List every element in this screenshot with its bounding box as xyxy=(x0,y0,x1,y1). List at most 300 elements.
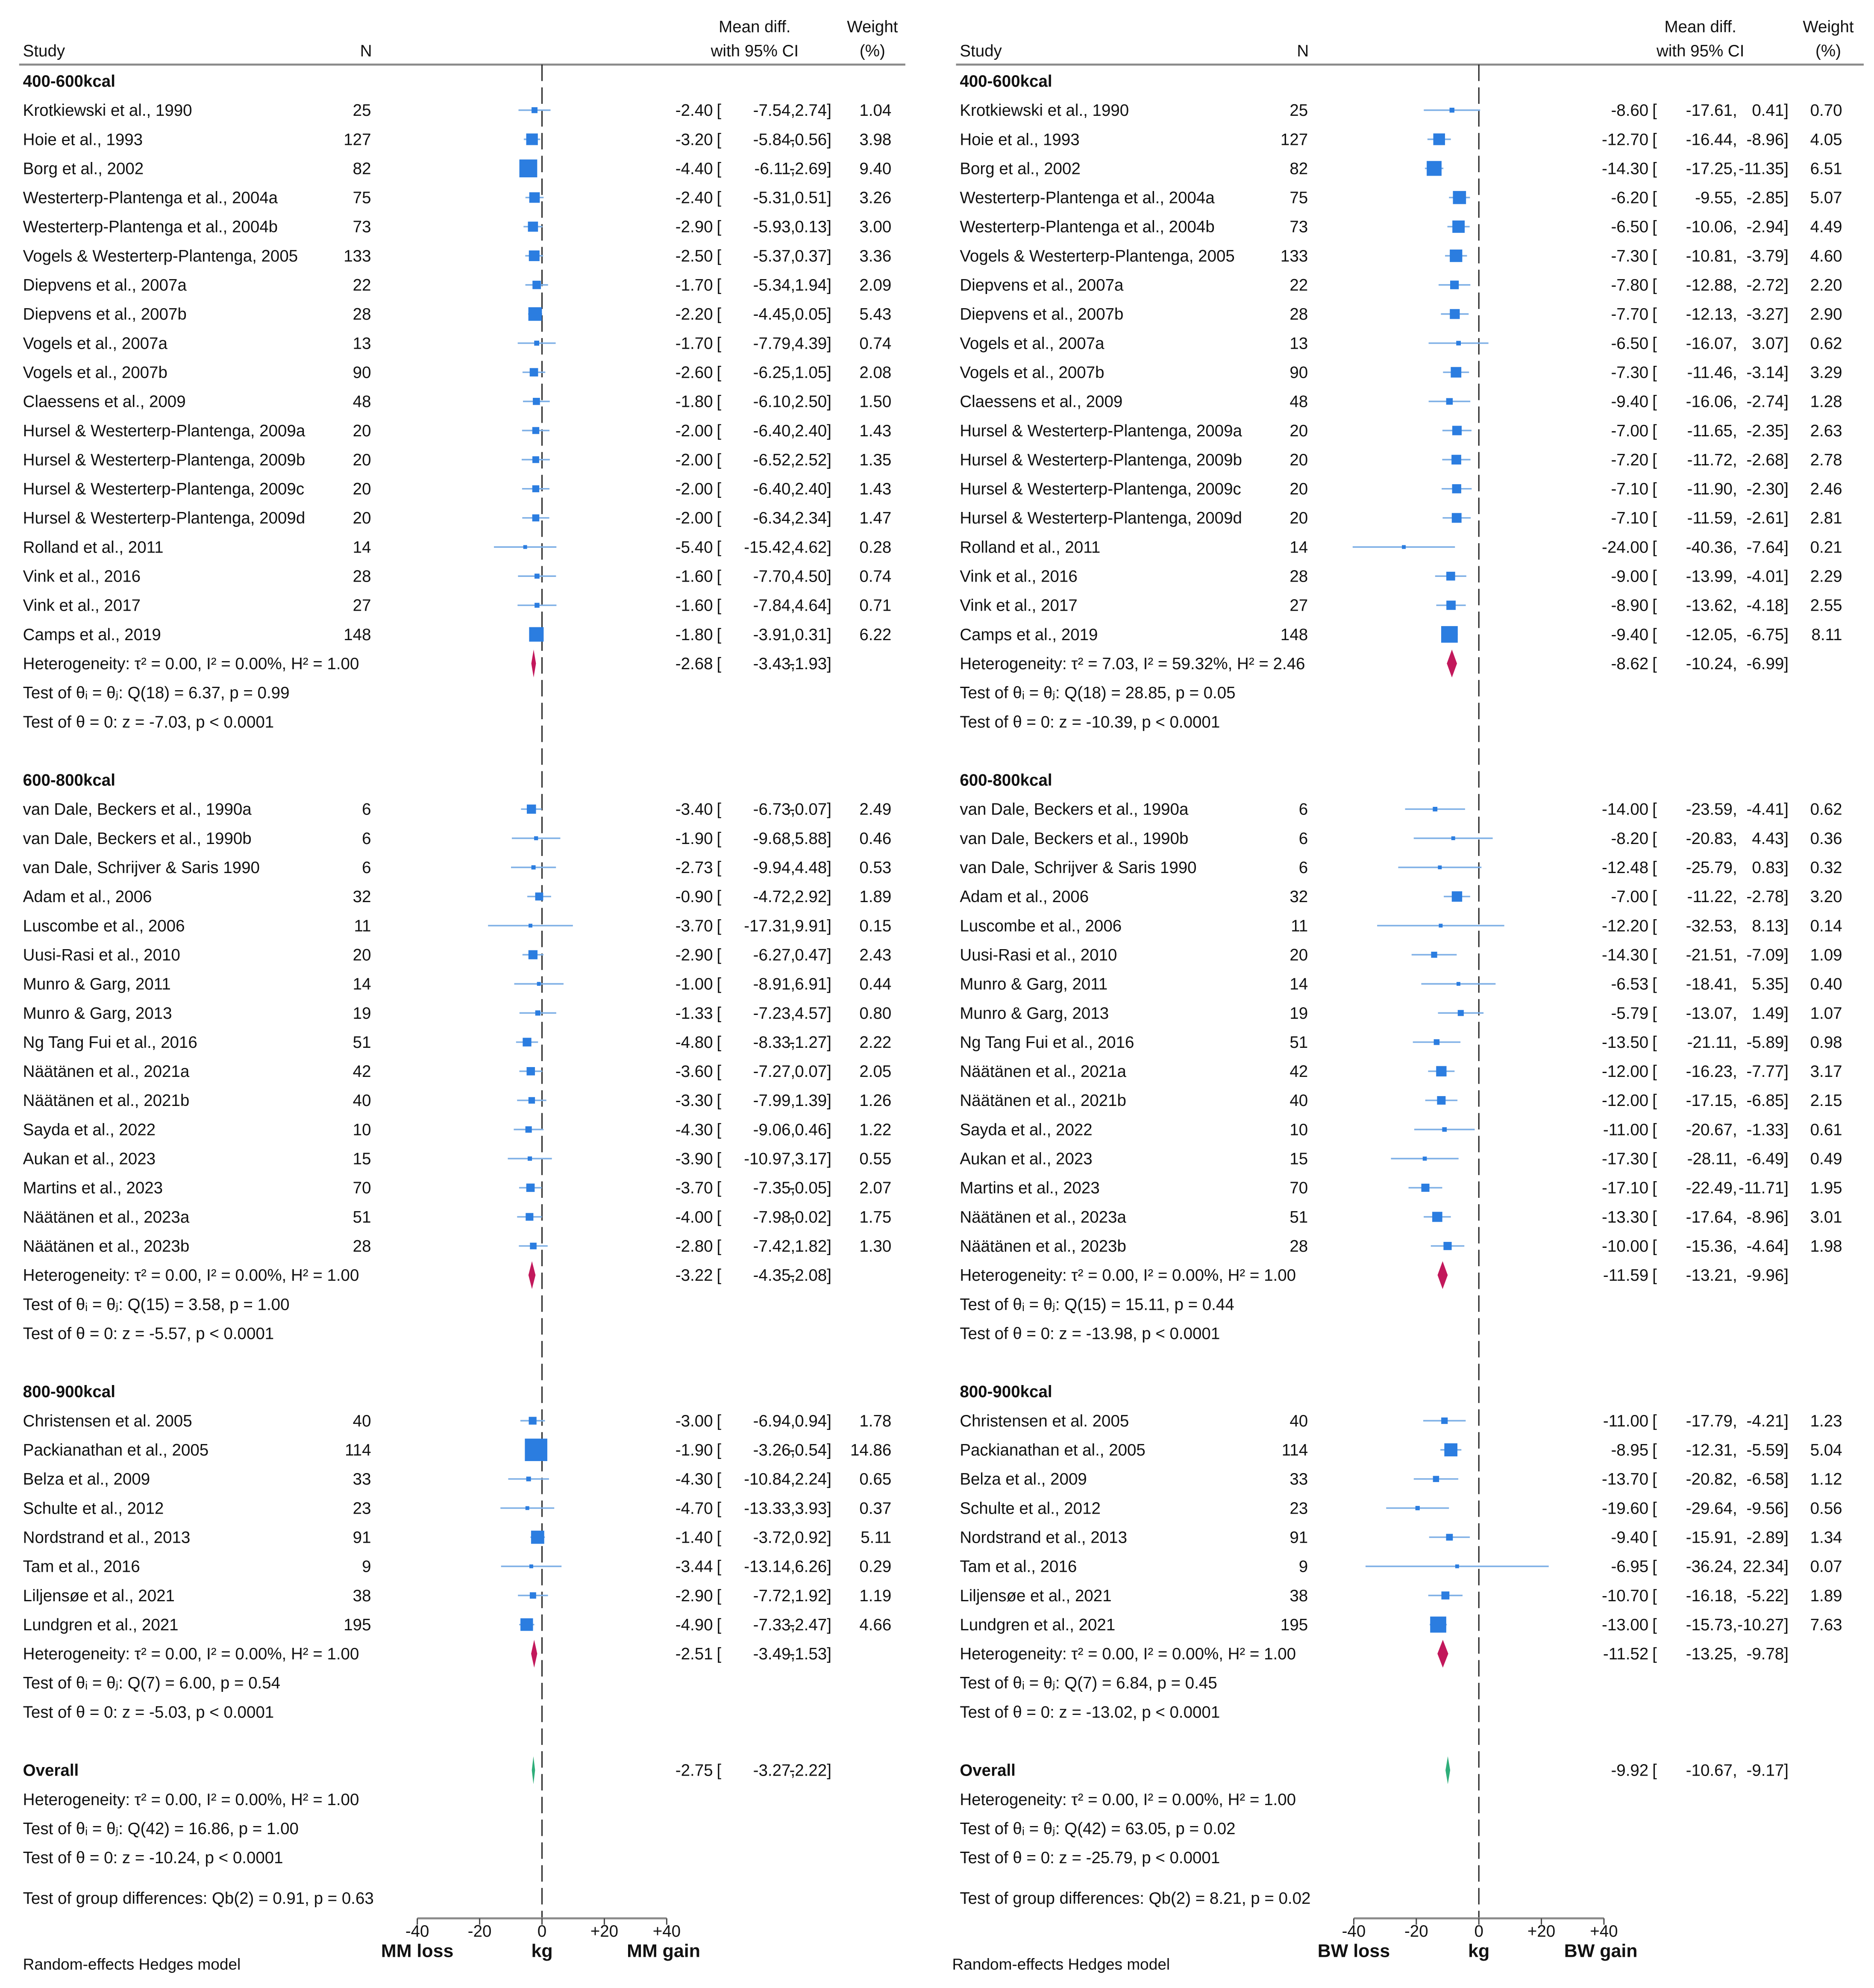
study-estimate: -1.33 xyxy=(675,1004,713,1023)
study-n: 90 xyxy=(352,363,371,382)
study-bracket: [ xyxy=(1652,1091,1657,1110)
study-n: 20 xyxy=(352,480,371,499)
study-name: Lundgren et al., 2021 xyxy=(23,1615,179,1634)
study-n: 40 xyxy=(1289,1412,1308,1430)
study-n: 32 xyxy=(1289,888,1308,906)
study-n: 33 xyxy=(352,1470,371,1489)
study-weight: 0.56 xyxy=(1810,1499,1842,1518)
study-ci-upper: 5.35 xyxy=(1752,975,1784,994)
study-n: 82 xyxy=(352,159,371,178)
study-name: Tam et al., 2016 xyxy=(960,1557,1077,1576)
study-n: 75 xyxy=(352,188,371,207)
study-bracket: [ xyxy=(717,1150,722,1168)
study-n: 40 xyxy=(352,1412,371,1430)
study-estimate: -12.70 xyxy=(1602,130,1649,149)
study-bracket: [ xyxy=(717,1412,722,1430)
study-marker xyxy=(1458,1010,1464,1016)
study-weight: 1.50 xyxy=(859,392,892,411)
study-name: Belza et al., 2009 xyxy=(23,1470,150,1489)
study-n: 13 xyxy=(352,334,371,353)
study-n: 6 xyxy=(1298,859,1308,877)
study-name: Hursel & Westerterp-Plantenga, 2009a xyxy=(960,421,1242,440)
study-name: Sayda et al., 2022 xyxy=(960,1120,1093,1139)
study-bracket: [ xyxy=(717,1441,722,1460)
study-marker xyxy=(1446,398,1453,405)
study-estimate: -2.90 xyxy=(675,218,713,236)
study-marker xyxy=(1457,982,1460,986)
study-name: van Dale, Beckers et al., 1990b xyxy=(23,829,252,848)
group-differences-test: Test of group differences: Qb(2) = 0.91, p = 0.63 xyxy=(23,1889,374,1908)
overall-pooled-estimate: -2.75 xyxy=(675,1761,713,1780)
study-n: 20 xyxy=(1289,421,1308,440)
study-bracket: [ xyxy=(1652,1441,1657,1460)
study-marker xyxy=(532,427,539,434)
study-bracket: ] xyxy=(1784,1150,1789,1168)
study-bracket: ] xyxy=(827,1208,831,1226)
study-estimate: -7.20 xyxy=(1611,450,1649,469)
study-ci-lower: -11.72, xyxy=(1687,450,1737,469)
study-ci-upper: 4.64 xyxy=(795,596,827,615)
study-estimate: -17.30 xyxy=(1602,1150,1649,1168)
study-ci-lower: -7.27, xyxy=(753,1062,796,1081)
study-name: Westerterp-Plantenga et al., 2004a xyxy=(23,188,278,207)
study-n: 40 xyxy=(352,1091,371,1110)
study-n: 33 xyxy=(1289,1470,1308,1489)
study-ci-upper: -2.94 xyxy=(1746,218,1784,236)
study-estimate: -5.40 xyxy=(675,538,713,557)
study-bracket: ] xyxy=(1784,247,1789,265)
study-bracket: ] xyxy=(827,305,831,324)
subgroup-pooled-ci-lower: -3.49, xyxy=(753,1645,796,1664)
study-n: 6 xyxy=(362,859,371,877)
study-estimate: -19.60 xyxy=(1602,1499,1649,1518)
subgroup-diamond xyxy=(1438,1261,1448,1289)
study-estimate: -3.90 xyxy=(675,1150,713,1168)
study-bracket: ] xyxy=(827,800,831,819)
study-ci-lower: -3.26, xyxy=(753,1441,796,1460)
study-estimate: -1.60 xyxy=(675,567,713,586)
study-bracket: [ xyxy=(1652,218,1657,236)
study-weight: 0.14 xyxy=(1810,917,1842,935)
study-ci-upper: -2.78 xyxy=(1746,888,1784,906)
effect-test: Test of θ = 0: z = -10.39, p < 0.0001 xyxy=(960,713,1220,732)
study-bracket: [ xyxy=(717,1499,722,1518)
study-marker xyxy=(1432,1212,1442,1222)
header-effect-ci: with 95% CI xyxy=(1657,41,1745,60)
study-name: Hursel & Westerterp-Plantenga, 2009c xyxy=(23,480,305,499)
study-bracket: [ xyxy=(1652,509,1657,528)
study-ci-upper: -0.56 xyxy=(789,130,827,149)
study-ci-lower: -7.33, xyxy=(753,1615,796,1634)
study-ci-upper: 0.07 xyxy=(795,1062,827,1081)
study-estimate: -1.80 xyxy=(675,625,713,644)
study-bracket: ] xyxy=(827,1004,831,1023)
study-n: 127 xyxy=(344,130,371,149)
subgroup-label: 400-600kcal xyxy=(23,72,115,91)
study-bracket: ] xyxy=(1784,625,1789,644)
study-ci-lower: -7.72, xyxy=(753,1586,796,1605)
study-ci-upper: 4.39 xyxy=(795,334,827,353)
study-weight: 2.46 xyxy=(1810,480,1842,499)
study-estimate: -2.90 xyxy=(675,946,713,965)
subgroup-pooled-ci-lower: -3.43, xyxy=(753,654,796,673)
study-estimate: -2.50 xyxy=(675,247,713,265)
study-ci-lower: -11.65, xyxy=(1687,421,1737,440)
study-estimate: -9.00 xyxy=(1611,567,1649,586)
study-weight: 1.35 xyxy=(859,450,892,469)
study-bracket: ] xyxy=(1784,101,1789,120)
study-n: 42 xyxy=(1289,1062,1308,1081)
study-ci-upper: -2.74 xyxy=(1746,392,1784,411)
study-weight: 1.09 xyxy=(1810,946,1842,965)
study-marker xyxy=(532,515,540,522)
study-estimate: -3.40 xyxy=(675,800,713,819)
study-ci-upper: -1.33 xyxy=(1746,1120,1784,1139)
overall-pooled-bracket: [ xyxy=(1652,1761,1657,1780)
axis-right-label: BW gain xyxy=(1564,1941,1638,1962)
study-weight: 1.89 xyxy=(1810,1586,1842,1605)
study-n: 32 xyxy=(352,888,371,906)
subgroup-pooled-bracket: ] xyxy=(1784,654,1789,673)
study-name: Krotkiewski et al., 1990 xyxy=(23,101,192,120)
study-ci-lower: -13.14, xyxy=(744,1557,796,1576)
study-ci-lower: -7.70, xyxy=(753,567,796,586)
subgroup-pooled-ci-upper: -1.93 xyxy=(789,654,827,673)
overall-diamond xyxy=(1445,1756,1450,1784)
study-bracket: [ xyxy=(1652,421,1657,440)
study-ci-upper: -2.69 xyxy=(789,159,827,178)
study-ci-lower: -13.07, xyxy=(1686,1004,1737,1023)
study-weight: 2.09 xyxy=(859,276,892,295)
study-name: Camps et al., 2019 xyxy=(960,625,1098,644)
study-bracket: [ xyxy=(1652,305,1657,324)
study-weight: 5.11 xyxy=(861,1528,892,1547)
study-estimate: -4.40 xyxy=(675,159,713,178)
study-n: 133 xyxy=(1280,247,1308,265)
header-n: N xyxy=(1297,41,1309,60)
study-weight: 9.40 xyxy=(859,159,892,178)
study-marker xyxy=(535,1010,540,1015)
study-bracket: ] xyxy=(1784,334,1789,353)
overall-pooled-bracket: ] xyxy=(827,1761,831,1780)
study-ci-upper: 0.37 xyxy=(795,247,827,265)
study-marker xyxy=(532,107,538,113)
study-bracket: ] xyxy=(827,1179,831,1197)
subgroup-pooled-estimate: -2.51 xyxy=(675,1645,713,1664)
study-ci-lower: -16.07, xyxy=(1686,334,1737,353)
study-bracket: [ xyxy=(717,1557,722,1576)
study-ci-lower: -8.33, xyxy=(753,1033,796,1052)
study-weight: 2.55 xyxy=(1810,596,1842,615)
study-n: 6 xyxy=(362,829,371,848)
study-name: Munro & Garg, 2013 xyxy=(960,1004,1109,1023)
study-bracket: [ xyxy=(717,1120,722,1139)
study-ci-upper: 2.40 xyxy=(795,480,827,499)
study-bracket: [ xyxy=(717,247,722,265)
study-name: Hursel & Westerterp-Plantenga, 2009d xyxy=(960,509,1242,528)
study-name: Liljensøe et al., 2021 xyxy=(960,1586,1112,1605)
study-bracket: [ xyxy=(1652,829,1657,848)
study-bracket: ] xyxy=(827,450,831,469)
study-name: Uusi-Rasi et al., 2010 xyxy=(23,946,180,965)
study-bracket: [ xyxy=(717,1091,722,1110)
subgroup-pooled-bracket: [ xyxy=(717,1645,722,1664)
study-name: Borg et al., 2002 xyxy=(960,159,1081,178)
study-marker xyxy=(537,982,541,986)
study-name: Lundgren et al., 2021 xyxy=(960,1615,1116,1634)
study-name: Näätänen et al., 2021b xyxy=(960,1091,1126,1110)
study-weight: 0.62 xyxy=(1810,334,1842,353)
study-name: Hursel & Westerterp-Plantenga, 2009a xyxy=(23,421,305,440)
study-estimate: -13.30 xyxy=(1602,1208,1649,1226)
study-name: Näätänen et al., 2023b xyxy=(23,1237,190,1256)
study-n: 27 xyxy=(352,596,371,615)
study-ci-upper: -6.49 xyxy=(1746,1150,1784,1168)
study-n: 51 xyxy=(1289,1208,1308,1226)
study-marker xyxy=(534,341,539,346)
subgroup-pooled-ci-upper: -9.96 xyxy=(1746,1266,1784,1285)
study-ci-upper: 1.94 xyxy=(795,276,827,295)
study-weight: 0.70 xyxy=(1810,101,1842,120)
study-bracket: [ xyxy=(1652,1150,1657,1168)
study-weight: 0.37 xyxy=(859,1499,892,1518)
study-marker xyxy=(1444,1443,1457,1456)
study-ci-upper: -10.27 xyxy=(1737,1615,1784,1634)
study-name: Packianathan et al., 2005 xyxy=(23,1441,209,1460)
study-n: 19 xyxy=(1289,1004,1308,1023)
study-bracket: [ xyxy=(1652,392,1657,411)
study-weight: 0.21 xyxy=(1810,538,1842,557)
overall-pooled-bracket: [ xyxy=(717,1761,722,1780)
study-bracket: ] xyxy=(1784,567,1789,586)
study-estimate: -3.60 xyxy=(675,1062,713,1081)
study-ci-upper: 4.50 xyxy=(795,567,827,586)
study-ci-upper: -11.35 xyxy=(1738,159,1784,178)
study-bracket: [ xyxy=(1652,1412,1657,1430)
study-weight: 1.23 xyxy=(1810,1412,1842,1430)
study-weight: 2.22 xyxy=(859,1033,892,1052)
study-ci-upper: -8.96 xyxy=(1746,130,1784,149)
study-ci-lower: -12.31, xyxy=(1686,1441,1737,1460)
study-weight: 1.26 xyxy=(859,1091,892,1110)
study-marker xyxy=(1434,1039,1439,1045)
study-ci-upper: 0.51 xyxy=(795,188,827,207)
heterogeneity-stats: Heterogeneity: τ² = 7.03, I² = 59.32%, H² = 2.46 xyxy=(960,654,1305,673)
study-name: Tam et al., 2016 xyxy=(23,1557,140,1576)
study-bracket: ] xyxy=(1784,538,1789,557)
study-estimate: -1.40 xyxy=(675,1528,713,1547)
study-ci-lower: -7.98, xyxy=(753,1208,796,1226)
study-name: Camps et al., 2019 xyxy=(23,625,161,644)
study-ci-upper: -2.47 xyxy=(789,1615,827,1634)
study-marker xyxy=(1423,1156,1427,1161)
study-marker xyxy=(1442,1127,1447,1132)
study-name: Sayda et al., 2022 xyxy=(23,1120,156,1139)
study-weight: 0.65 xyxy=(859,1470,892,1489)
study-ci-upper: 1.05 xyxy=(795,363,827,382)
study-n: 15 xyxy=(352,1150,371,1168)
study-estimate: -13.00 xyxy=(1602,1615,1649,1634)
study-marker xyxy=(1442,1591,1450,1600)
study-weight: 1.78 xyxy=(859,1412,892,1430)
study-ci-upper: 0.41 xyxy=(1752,101,1784,120)
study-marker xyxy=(529,307,542,321)
study-ci-upper: 0.05 xyxy=(795,305,827,324)
study-estimate: -0.90 xyxy=(675,888,713,906)
study-name: Näätänen et al., 2021a xyxy=(960,1062,1126,1081)
axis-unit-label: kg xyxy=(531,1941,553,1962)
study-ci-lower: -7.23, xyxy=(753,1004,796,1023)
study-ci-lower: -22.49, xyxy=(1686,1179,1737,1197)
study-name: Vogels et al., 2007b xyxy=(23,363,167,382)
study-bracket: ] xyxy=(827,1586,831,1605)
study-bracket: [ xyxy=(1652,1062,1657,1081)
study-name: Vink et al., 2017 xyxy=(23,596,141,615)
study-weight: 0.74 xyxy=(859,334,892,353)
study-n: 28 xyxy=(1289,305,1308,324)
subgroup-pooled-bracket: [ xyxy=(1652,654,1657,673)
study-name: Vogels et al., 2007b xyxy=(960,363,1104,382)
study-bracket: ] xyxy=(1784,1004,1789,1023)
study-ci-upper: -2.35 xyxy=(1746,421,1784,440)
study-name: van Dale, Beckers et al., 1990b xyxy=(960,829,1189,848)
study-ci-upper: -4.21 xyxy=(1746,1412,1784,1430)
study-bracket: [ xyxy=(717,1208,722,1226)
study-estimate: -12.00 xyxy=(1602,1062,1649,1081)
study-estimate: -2.80 xyxy=(675,1237,713,1256)
study-name: Näätänen et al., 2023b xyxy=(960,1237,1126,1256)
study-ci-upper: 6.91 xyxy=(795,975,827,994)
study-ci-lower: -32.53, xyxy=(1686,917,1737,935)
overall-label: Overall xyxy=(23,1761,79,1780)
study-n: 15 xyxy=(1289,1150,1308,1168)
study-ci-lower: -40.36, xyxy=(1686,538,1737,557)
study-name: Luscombe et al., 2006 xyxy=(23,917,185,935)
study-bracket: [ xyxy=(717,509,722,528)
study-ci-lower: -21.51, xyxy=(1686,946,1737,965)
study-ci-lower: -20.82, xyxy=(1686,1470,1737,1489)
study-n: 23 xyxy=(1289,1499,1308,1518)
study-bracket: [ xyxy=(717,1237,722,1256)
study-bracket: [ xyxy=(1652,888,1657,906)
study-bracket: [ xyxy=(1652,1004,1657,1023)
study-bracket: ] xyxy=(827,596,831,615)
study-estimate: -6.50 xyxy=(1611,218,1649,236)
overall-pooled-ci-upper: -9.17 xyxy=(1746,1761,1784,1780)
study-marker xyxy=(1452,513,1462,523)
study-name: Näätänen et al., 2021a xyxy=(23,1062,190,1081)
study-estimate: -7.70 xyxy=(1611,305,1649,324)
study-ci-lower: -16.44, xyxy=(1686,130,1737,149)
study-estimate: -1.00 xyxy=(675,975,713,994)
study-estimate: -2.40 xyxy=(675,101,713,120)
study-ci-lower: -12.13, xyxy=(1686,305,1737,324)
study-marker xyxy=(520,1618,533,1631)
study-n: 14 xyxy=(352,538,371,557)
study-estimate: -2.00 xyxy=(675,480,713,499)
study-marker xyxy=(535,892,543,900)
study-weight: 3.26 xyxy=(859,188,892,207)
study-ci-upper: -2.68 xyxy=(1746,450,1784,469)
study-bracket: [ xyxy=(1652,538,1657,557)
header-weight: Weight xyxy=(847,18,898,36)
study-estimate: -1.60 xyxy=(675,596,713,615)
study-weight: 4.66 xyxy=(859,1615,892,1634)
study-ci-lower: -6.52, xyxy=(753,450,796,469)
study-n: 23 xyxy=(352,1499,371,1518)
study-bracket: [ xyxy=(717,596,722,615)
x-tick-label: 0 xyxy=(1474,1922,1483,1941)
study-bracket: ] xyxy=(1784,975,1789,994)
study-name: Diepvens et al., 2007a xyxy=(23,276,187,295)
study-name: Adam et al., 2006 xyxy=(23,888,152,906)
study-bracket: ] xyxy=(827,1033,831,1052)
homogeneity-test: Test of θᵢ = θⱼ: Q(7) = 6.00, p = 0.54 xyxy=(23,1674,281,1693)
study-n: 70 xyxy=(1289,1179,1308,1197)
study-weight: 3.29 xyxy=(1810,363,1842,382)
study-name: Näätänen et al., 2023a xyxy=(23,1208,190,1226)
subgroup-pooled-ci-upper: -1.53 xyxy=(789,1645,827,1664)
study-weight: 0.29 xyxy=(859,1557,892,1576)
study-weight: 3.01 xyxy=(1810,1208,1842,1226)
x-tick-label: 0 xyxy=(537,1922,547,1941)
study-bracket: [ xyxy=(1652,159,1657,178)
study-ci-lower: -36.24, xyxy=(1686,1557,1737,1576)
study-ci-lower: -7.42, xyxy=(753,1237,796,1256)
study-estimate: -24.00 xyxy=(1602,538,1649,557)
study-ci-lower: -17.31, xyxy=(744,917,796,935)
study-ci-lower: -10.81, xyxy=(1686,247,1737,265)
study-name: Martins et al., 2023 xyxy=(23,1179,163,1197)
study-estimate: -14.00 xyxy=(1602,800,1649,819)
study-bracket: ] xyxy=(827,276,831,295)
study-n: 114 xyxy=(1281,1441,1308,1460)
study-name: Vink et al., 2017 xyxy=(960,596,1078,615)
study-bracket: ] xyxy=(827,1499,831,1518)
study-ci-upper: 0.13 xyxy=(795,218,827,236)
study-bracket: [ xyxy=(717,1004,722,1023)
study-bracket: ] xyxy=(827,1120,831,1139)
study-estimate: -1.80 xyxy=(675,392,713,411)
study-ci-lower: -8.91, xyxy=(753,975,796,994)
study-ci-upper: -5.22 xyxy=(1746,1586,1784,1605)
study-n: 38 xyxy=(352,1586,371,1605)
study-ci-upper: -0.07 xyxy=(789,800,827,819)
overall-effect-test: Test of θ = 0: z = -25.79, p < 0.0001 xyxy=(960,1849,1220,1867)
study-n: 14 xyxy=(1289,975,1308,994)
study-bracket: ] xyxy=(1784,1557,1789,1576)
study-ci-lower: -13.62, xyxy=(1686,596,1737,615)
study-weight: 0.49 xyxy=(1810,1150,1842,1168)
study-marker xyxy=(535,573,540,579)
study-marker xyxy=(532,865,536,870)
study-name: Nordstrand et al., 2013 xyxy=(23,1528,191,1547)
study-marker xyxy=(1451,367,1461,378)
study-bracket: [ xyxy=(717,130,722,149)
study-marker xyxy=(532,485,539,492)
study-ci-lower: -20.83, xyxy=(1686,829,1737,848)
study-bracket: ] xyxy=(1784,421,1789,440)
study-marker xyxy=(534,836,538,840)
study-bracket: [ xyxy=(1652,101,1657,120)
study-name: Borg et al., 2002 xyxy=(23,159,144,178)
subgroup-pooled-estimate: -11.59 xyxy=(1603,1266,1649,1285)
study-name: Vink et al., 2016 xyxy=(960,567,1078,586)
study-marker xyxy=(526,1476,531,1481)
overall-pooled-ci-upper: -2.22 xyxy=(789,1761,827,1780)
study-name: Schulte et al., 2012 xyxy=(960,1499,1101,1518)
study-bracket: [ xyxy=(1652,1499,1657,1518)
